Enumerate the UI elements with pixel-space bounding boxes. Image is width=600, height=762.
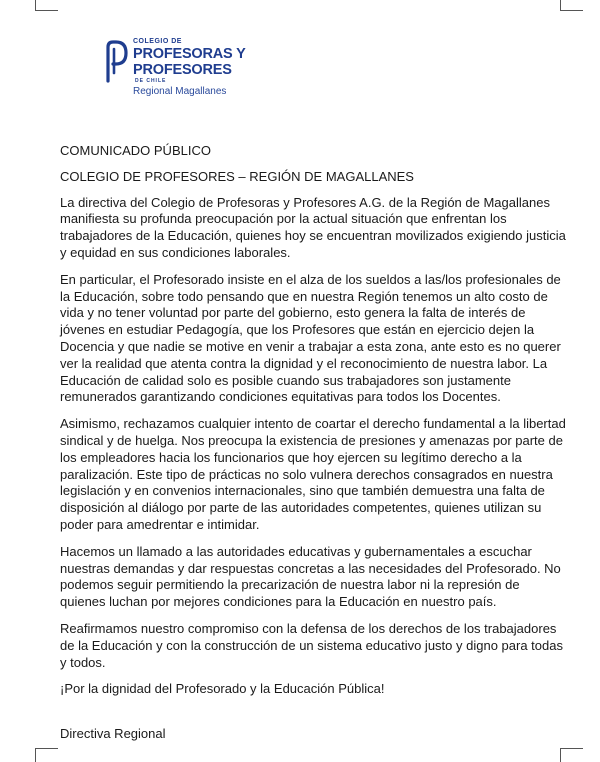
document-body — [60, 143, 568, 753]
logo-line-1: COLEGIO DE — [133, 38, 182, 45]
logo-p-emblem-icon — [103, 39, 129, 83]
logo-line-2: PROFESORAS Y — [133, 46, 246, 62]
logo-region: Regional Magallanes — [133, 86, 227, 97]
paragraph-4: Hacemos un llamado a las autoridades educativas y gubernamentales a escuchar nuestras demandas y dar respuestas concretas a las necesidades del Profesorado. No podemos seguir permitiendo la precarización de nuestra labor ni la represión de quienes luchan por mejores condiciones para la Educación en nuestro país. — [60, 543, 561, 610]
logo-line-4: DE CHILE — [135, 78, 167, 84]
paragraph-3: Asimismo, rechazamos cualquier intento de coartar el derecho fundamental a la libertad sindical y de huelga. Nos preocupa la existencia de presiones y amenazas por parte de los empleadores hacia los funcionarios que hoy ejercen su legítimo derecho a la paralización. Este tipo de prácticas no solo vulnera derechos consagrados en nuestra legislación y en convenios internacionales, sino que también demuestra una falta de disposición al diálogo por parte de las autoridades competentes, quienes utilizan su poder para amedrentar e intimidar. — [60, 416, 566, 532]
logo-line-3: PROFESORES — [133, 62, 232, 78]
document-heading: COMUNICADO PÚBLICO — [60, 143, 211, 158]
document-subheading: COLEGIO DE PROFESORES – REGIÓN DE MAGALLANES — [60, 168, 414, 184]
crop-mark-top-left — [35, 0, 58, 11]
crop-mark-top-right — [560, 0, 583, 11]
paragraph-1: La directiva del Colegio de Profesoras y Profesores A.G. de la Región de Magallanes manifiesta su profunda preocupación por la actual situación que enfrentan los trabajadores de la Educación, quienes hoy se encuentran movilizados exigiendo justicia y equidad en sus condiciones laborales. — [60, 194, 566, 260]
organization-logo — [103, 37, 263, 107]
paragraph-2: En particular, el Profesorado insiste en el alza de los sueldos a las/los profesionales de la Educación, sobre todo pensando que en nuestra Región tenemos un alto costo de vida y no tener voluntad por parte del gobierno, esto genera la falta de interés de jóvenes en estudiar Pedagogía, que los Profesores que están en ejercicio dejen la Docencia y que nadie se motive en venir a trabajar a esta zona, ante esto es no querer ver la realidad que atenta contra la dignidad y el reconocimiento de nuestra labor. La Educación de calidad solo es posible cuando sus trabajadores son justamente remunerados garantizando condiciones equitativas para todos los Docentes. — [60, 271, 561, 405]
paragraph-6: ¡Por la dignidad del Profesorado y la Educación Pública! — [60, 681, 385, 697]
crop-mark-bottom-left — [35, 748, 58, 762]
paragraph-5: Reafirmamos nuestro compromiso con la defensa de los derechos de los trabajadores de la Educación y con la construcción de un sistema educativo justo y digno para todas y todos. — [60, 620, 563, 670]
signature: Directiva Regional — [60, 726, 166, 742]
